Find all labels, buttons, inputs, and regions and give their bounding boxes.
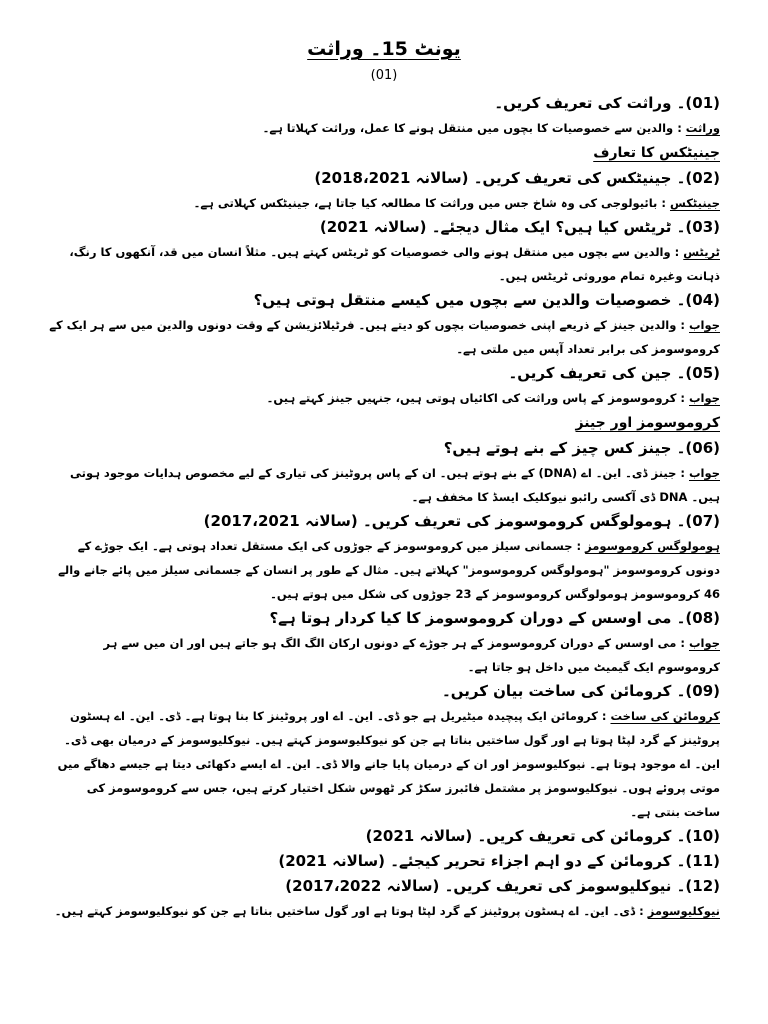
answer-text: : والدین سے خصوصیات کا بچوں میں منتقل ہونے کا عمل، وراثت کہلاتا ہے۔ [262, 121, 686, 135]
answer-text: : کرومائن ایک پیچیدہ میٹیریل ہے جو ڈی۔ این۔ اے اور پروٹینز کا بنا ہوتا ہے۔ ڈی۔ این۔ اے ہسٹون پروٹینز کے گرد لپٹا ہوتا ہے اور گول ساختیں بناتا ہے جن کو نیوکلیوسومز کہتے ہیں۔ نیوکلیوسومز کے درمیان بھی ڈی۔ این۔ اے موجود ہوتا ہے۔ نیوکلیوسومز اور ان کے درمیان پایا جانے والا ڈی۔ این۔ اے ایسے دکھائی دیتا ہے جیسے دھاگے میں موتی پروئے ہوں۔ نیوکلیوسومز پر مشتمل فائبرز سکڑ کر ٹھوس شکل اختیار کرتے ہیں، جس سے کروموسومز کی ساخت بنتی ہے۔ [57, 709, 720, 819]
question-06: (06)۔ جینز کس چیز کے بنے ہوتے ہیں؟ [443, 439, 720, 457]
answer-label: جواب [689, 466, 720, 480]
answer-08 [48, 631, 720, 679]
answer-label: نیوکلیوسومز [647, 904, 720, 918]
answer-text: : کروموسومز کے پاس وراثت کی اکائیاں ہوتی ہیں، جنہیں جینز کہتے ہیں۔ [266, 391, 689, 405]
answer-12 [48, 899, 720, 923]
question-07: (07)۔ ہومولوگس کروموسومز کی تعریف کریں۔ (سالانہ 2017،2021) [203, 512, 720, 530]
question-02: (02)۔ جینیٹکس کی تعریف کریں۔ (سالانہ 2018،2021) [314, 169, 720, 187]
question-05: (05)۔ جین کی تعریف کریں۔ [508, 364, 720, 382]
page-title: یونٹ 15۔ وراثت [307, 38, 461, 60]
answer-text: : ڈی۔ این۔ اے ہسٹون پروٹینز کے گرد لپٹا ہوتا ہے اور گول ساختیں بناتا ہے جن کو نیوکلیوسومز کہتے ہیں۔ [54, 904, 648, 918]
answer-label: جواب [689, 391, 720, 405]
answer-06 [48, 461, 720, 509]
question-10: (10)۔ کرومائن کی تعریف کریں۔ (سالانہ 2021) [365, 827, 720, 845]
answer-text: : بائیولوجی کی وہ شاخ جس میں وراثت کا مطالعہ کیا جاتا ہے، جینیٹکس کہلاتی ہے۔ [193, 196, 670, 210]
answer-03 [48, 240, 720, 288]
section-heading-genetics-intro: جینیٹکس کا تعارف [593, 145, 720, 161]
question-12: (12)۔ نیوکلیوسومز کی تعریف کریں۔ (سالانہ 2017،2022) [285, 877, 720, 895]
answer-04 [48, 313, 720, 361]
answer-text: : جینز ڈی۔ این۔ اے (DNA) کے بنے ہوتے ہیں۔ ان کے پاس پروٹینز کی تیاری کے لیے مخصوص ہدایات موجود ہوتی ہیں۔ DNA ڈی آکسی رائبو نیوکلیک ایسڈ کا مخفف ہے۔ [70, 466, 720, 504]
question-08: (08)۔ می اوسس کے دوران کروموسومز کا کیا کردار ہوتا ہے؟ [269, 609, 720, 627]
question-04: (04)۔ خصوصیات والدین سے بچوں میں کیسے منتقل ہوتی ہیں؟ [253, 291, 720, 309]
answer-text: : والدین جینز کے ذریعے اپنی خصوصیات بچوں کو دیتے ہیں۔ فرٹیلائزیشن کے وقت دونوں والدین میں سے ہر ایک کے کروموسومز کی برابر تعداد آپس میں ملتی ہے۔ [49, 318, 720, 356]
answer-01 [48, 116, 720, 140]
answer-text: : می اوسس کے دوران کروموسومز کے ہر جوڑے کے دونوں ارکان الگ الگ ہو جاتے ہیں اور ان میں سے ہر کروموسوم ایک گیمیٹ میں داخل ہو جاتا ہے۔ [103, 636, 720, 674]
answer-02 [48, 191, 720, 215]
answer-label: جواب [689, 636, 720, 650]
answer-label: جینیٹکس [669, 196, 720, 210]
answer-label: جواب [689, 318, 720, 332]
answer-label: کرومائن کی ساخت [610, 709, 720, 723]
answer-label: وراثت [685, 121, 720, 135]
answer-label: ٹریٹس [683, 245, 720, 259]
answer-text: : جسمانی سیلز میں کروموسومز کے جوڑوں کی ایک مستقل تعداد ہوتی ہے۔ ایک جوڑے کے دونوں کروموسومز "ہومولوگس کروموسومز" کہلاتے ہیں۔ مثال کے طور پر انسان کے جسمانی سیلز میں پائے جانے والے 46 کروموسومز ہومولوگس کروموسومز کے 23 جوڑوں کی شکل میں ہوتے ہیں۔ [58, 539, 720, 601]
answer-label: ہومولوگس کروموسومز [585, 539, 720, 553]
answer-05 [48, 386, 720, 410]
answer-07 [48, 534, 720, 606]
answer-text: : والدین سے بچوں میں منتقل ہونے والی خصوصیات کو ٹریٹس کہتے ہیں۔ مثلاً انسان میں قد، آنکھوں کا رنگ، ذہانت وغیرہ تمام موروثی ٹریٹس ہیں۔ [69, 245, 720, 283]
question-01: (01)۔ وراثت کی تعریف کریں۔ [494, 94, 720, 112]
question-11: (11)۔ کرومائن کے دو اہم اجزاء تحریر کیجئے۔ (سالانہ 2021) [278, 852, 720, 870]
section-heading-chromosomes-genes: کروموسومز اور جینز [575, 415, 720, 431]
answer-09 [48, 704, 720, 824]
question-09: (09)۔ کرومائن کی ساخت بیان کریں۔ [441, 682, 720, 700]
page-number: (01) [370, 68, 398, 83]
question-03: (03)۔ ٹریٹس کیا ہیں؟ ایک مثال دیجئے۔ (سالانہ 2021) [319, 218, 720, 236]
